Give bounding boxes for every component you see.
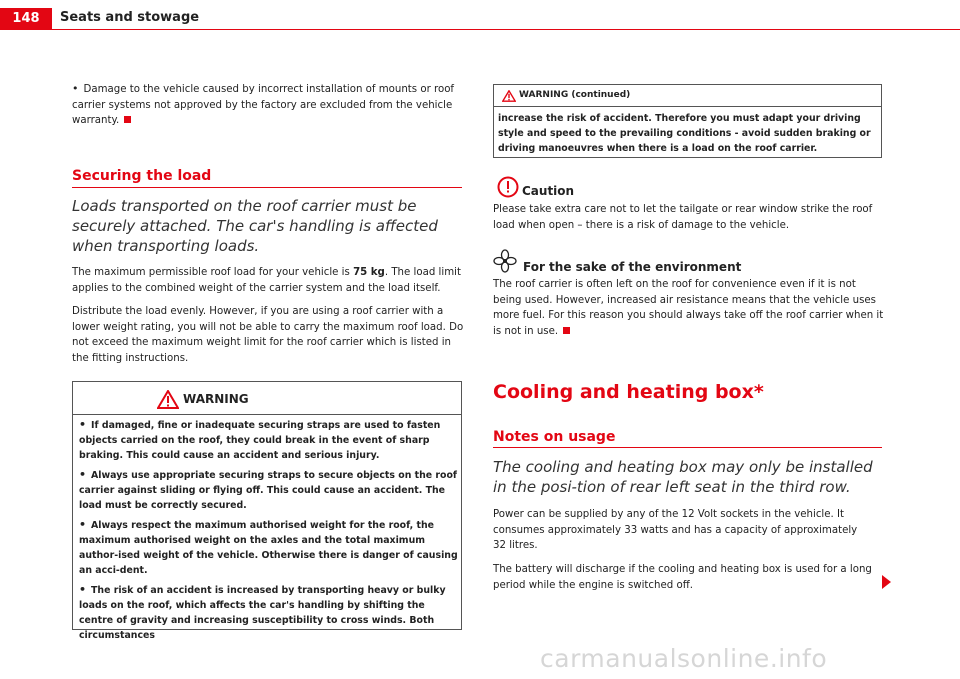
warning-item: • Always respect the maximum authorised weight for the roof, the maximum authorised weight on the axles and the total maximum author-ised weight of the vehicle. Otherwise there is danger of causing an acci-dent. [79, 518, 458, 576]
warning-continued-text: increase the risk of accident. Therefore you must adapt your driving style and speed to the prevailing conditions - avoid sudden braking or driving manoeuvres when there is a load on the roof carrier. [498, 113, 871, 154]
environment-title: For the sake of the environment [523, 260, 742, 274]
page-number: 148 [0, 8, 52, 30]
warning-title: WARNING [183, 392, 249, 406]
bullet-icon: • [79, 518, 87, 531]
warning-item: • The risk of an accident is increased by transporting heavy or bulky loads on the roof, which affects the car's handling by shifting the centre of gravity and increasing susceptibility to cross winds. Both circumstances [79, 583, 446, 641]
end-of-section-icon [124, 116, 131, 123]
paragraph-distribute-load: Distribute the load evenly. However, if you are using a roof carrier with a lower weight rating, you will not be able to carry the maximum roof load. Do not exceed the maximum weight limit for the roof carrier which is listed in the fitting instructions. [72, 306, 464, 364]
warning-item: • Always use appropriate securing straps to secure objects on the roof carrier against sliding or flying off. This could cause an accident. The load must be correctly secured. [79, 468, 457, 511]
section-rule [72, 187, 462, 188]
bullet-icon: • [79, 583, 87, 596]
intro-bullet: • Damage to the vehicle caused by incorrect installation of mounts or roof carrier systems not approved by the factory are excluded from the vehicle warranty. [72, 82, 455, 126]
warning-header [73, 382, 461, 415]
paragraph-power-supply: Power can be supplied by any of the 12 Volt sockets in the vehicle. It consumes approximately 33 watts and has a capacity of approximately 32 litres. [493, 509, 858, 551]
warning-list [79, 417, 459, 647]
page-header [0, 0, 960, 36]
main-title-cooling-box: Cooling and heating box* [493, 381, 764, 403]
chapter-title: Seats and stowage [60, 10, 200, 25]
environment-flower-icon [493, 249, 517, 273]
next-page-arrow-icon[interactable] [882, 575, 891, 589]
warning-triangle-icon [502, 90, 516, 102]
end-of-section-icon [563, 327, 570, 334]
max-roof-load-value: 75 kg [353, 267, 385, 278]
bullet-icon: • [72, 82, 79, 95]
warning-continued-header [494, 85, 881, 107]
paragraph-roof-load: The maximum permissible roof load for your vehicle is 75 kg. The load limit applies to the combined weight of the carrier system and the load itself. [72, 267, 461, 294]
section-title-notes-on-usage: Notes on usage [493, 429, 616, 445]
environment-text: The roof carrier is often left on the roof for convenience even if it is not being used. However, increased air resistance means that the vehicle uses more fuel. For this reason you should always take off the roof carrier when it is not in use. [493, 279, 884, 337]
section-title-securing-load: Securing the load [72, 168, 212, 184]
paragraph-battery: The battery will discharge if the cooling and heating box is used for a long period while the engine is switched off. [493, 564, 872, 591]
caution-icon [497, 176, 519, 198]
bullet-icon: • [79, 468, 87, 481]
bullet-icon: • [79, 418, 87, 431]
lead-text-cooling: The cooling and heating box may only be installed in the posi-tion of rear left seat in the third row. [493, 458, 873, 496]
warning-continued-title: WARNING (continued) [519, 90, 631, 100]
caution-title: Caution [522, 184, 575, 198]
lead-text-securing: Loads transported on the roof carrier must be securely attached. The car's handling is affected when transporting loads. [72, 197, 438, 255]
warning-item: • If damaged, fine or inadequate securing straps are used to fasten objects carried on the roof, they could break in the event of sharp braking. This could cause an accident and serious injury. [79, 418, 441, 461]
warning-continued-box [493, 84, 882, 158]
watermark: carmanualsonline.info [540, 644, 828, 673]
header-rule [52, 29, 960, 30]
warning-triangle-icon [157, 390, 179, 409]
warning-box [72, 381, 462, 641]
section-rule [493, 447, 882, 448]
caution-text: Please take extra care not to let the tailgate or rear window strike the roof load when open – there is a risk of damage to the vehicle. [493, 204, 873, 231]
